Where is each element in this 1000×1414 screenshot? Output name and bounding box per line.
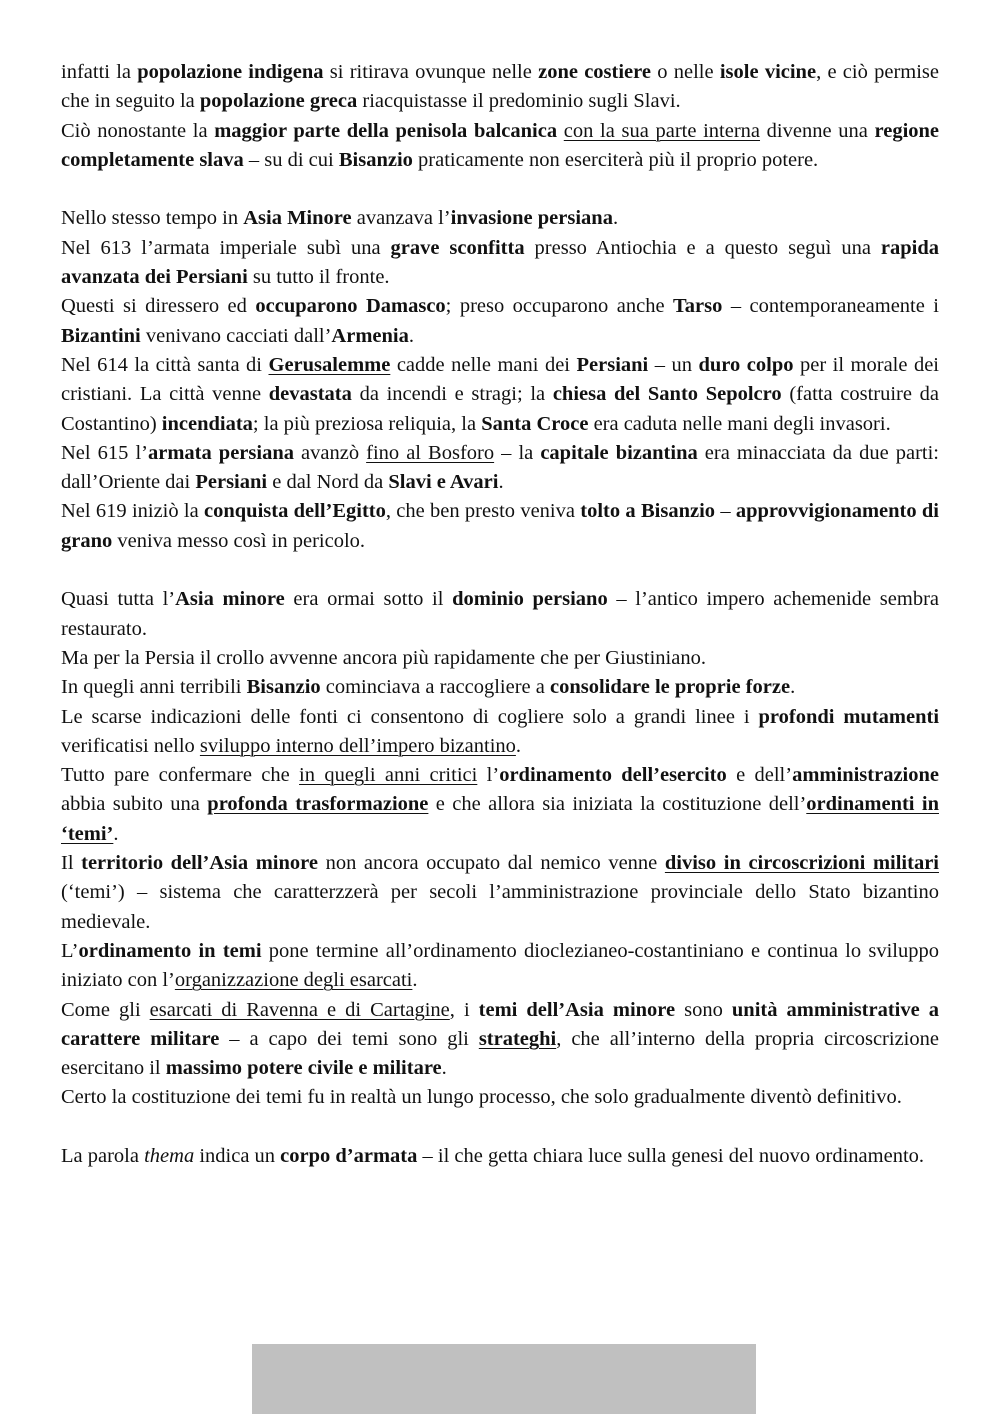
text-segment: – il che getta chiara luce sulla genesi del nuovo ordinamento.: [417, 1144, 925, 1167]
text-segment: .: [790, 676, 796, 699]
text-segment: Quasi tutta l’: [61, 588, 176, 611]
text-segment: e che allora sia iniziata la costituzione dell’: [428, 793, 807, 816]
text-segment: cominciava a raccogliere a: [320, 676, 550, 699]
text-segment: Nel 613 l’armata imperiale subì una: [61, 236, 391, 259]
bold-text: ordinamenti in ‘temi’: [61, 793, 939, 845]
paragraph: [61, 204, 939, 233]
bold-text: ordinamento in temi: [78, 939, 262, 962]
text-segment: .: [441, 1057, 447, 1080]
paragraph-gap: [61, 175, 939, 204]
bold-text: approvvigionamento di grano: [61, 500, 939, 552]
bold-text: profonda trasformazione: [207, 793, 429, 816]
text-segment: era minacciata da due parti: dall’Oriente dai: [61, 441, 939, 494]
bold-text: isole vicine: [719, 61, 817, 83]
text-segment: – l’antico impero achemenide sembra restaurato.: [61, 588, 939, 640]
text-segment: Ma per la Persia il crollo avvenne ancora più rapidamente che per Giustiniano.: [61, 646, 706, 669]
underlined-text: sviluppo interno dell’impero bizantino: [199, 734, 516, 757]
bold-text: incendiata: [161, 412, 253, 435]
paragraph: [61, 351, 939, 439]
underlined-text: con la sua parte interna: [563, 119, 761, 142]
text-segment: .: [113, 822, 119, 845]
bold-text: popolazione greca: [199, 90, 358, 113]
bold-text: Asia minore: [175, 588, 285, 611]
text-segment: Tutto pare confermare che: [61, 764, 300, 787]
text-segment: infatti la: [61, 61, 138, 83]
text-segment: –: [715, 500, 736, 523]
text-segment: da incendi e stragi; la: [351, 383, 553, 406]
bold-text: ordinamento dell’esercito: [499, 764, 727, 787]
body-text: [61, 58, 939, 1171]
paragraph: [61, 58, 939, 117]
bold-text: grave sconfitta: [390, 236, 525, 259]
text-segment: divenne una: [760, 119, 875, 142]
text-segment: veniva messo così in pericolo.: [112, 529, 366, 552]
bold-text: devastata: [268, 383, 352, 406]
text-segment: , i: [449, 998, 479, 1021]
text-segment: l’: [477, 764, 500, 787]
text-segment: Nel 619 iniziò la: [61, 500, 205, 523]
text-segment: – a capo dei temi sono gli: [219, 1027, 479, 1050]
bold-text: Armenia: [331, 324, 409, 347]
text-segment: Ciò nonostante la: [61, 119, 215, 142]
text-segment: e dell’: [726, 764, 793, 787]
text-segment: – la: [494, 441, 541, 464]
text-segment: Nel 615 l’: [61, 441, 148, 464]
text-segment: .: [612, 207, 619, 230]
text-segment: era caduta nelle mani degli invasori.: [588, 412, 891, 435]
text-segment: si ritirava ovunque nelle: [323, 61, 539, 83]
bold-text: diviso in circoscrizioni militari: [664, 852, 939, 875]
bold-text: chiesa del Santo Sepolcro: [552, 383, 782, 406]
text-segment: non ancora occupato dal nemico venne: [317, 852, 665, 875]
footer-gray-bar: [252, 1344, 756, 1414]
underlined-text: in quegli anni critici: [299, 764, 478, 787]
bold-text: strateghi: [478, 1027, 557, 1050]
text-segment: praticamente non eserciterà più il proprio potere.: [412, 148, 819, 171]
text-segment: L’: [61, 939, 79, 962]
bold-text: Persiani: [195, 471, 268, 494]
text-segment: .: [412, 969, 418, 992]
bold-text: Gerusalemme: [268, 353, 391, 376]
text-segment: (‘temi’) – sistema che caratterzzerà per secoli l’amministrazione provinciale dello Stato bizantino medievale.: [61, 881, 939, 933]
paragraph: [61, 996, 939, 1084]
text-segment: Certo la costituzione dei temi fu in realtà un lungo processo, che solo gradualmente diventò definitivo.: [61, 1086, 902, 1109]
paragraph: [61, 849, 939, 937]
text-segment: ; preso occuparono anche: [445, 295, 674, 318]
paragraph: [61, 937, 939, 996]
text-segment: Il: [61, 852, 82, 875]
text-segment: avanzò: [293, 441, 367, 464]
paragraph: [61, 292, 939, 351]
paragraph: [61, 585, 939, 644]
text-segment: , che ben presto veniva: [385, 500, 581, 523]
text-segment: avanzava l’: [351, 207, 451, 230]
bold-text: duro colpo: [698, 353, 794, 376]
text-segment: abbia subito una: [61, 793, 208, 816]
text-segment: verificatisi nello: [61, 734, 200, 757]
bold-text: Slavi e Avari: [388, 471, 499, 494]
text-segment: Questi si diressero ed: [61, 295, 256, 318]
bold-text: Asia Minore: [243, 207, 352, 230]
text-segment: su tutto il fronte.: [247, 266, 390, 289]
text-segment: .: [498, 471, 504, 494]
bold-text: Bisanzio: [338, 148, 413, 171]
bold-text: Persiani: [576, 353, 649, 376]
paragraph: [61, 1083, 939, 1112]
text-segment: – un: [648, 353, 699, 376]
paragraph: [61, 761, 939, 849]
text-segment: Nel 614 la città santa di: [61, 353, 269, 376]
text-segment: Nello stesso tempo in: [61, 207, 244, 230]
text-segment: – contemporaneamente i: [722, 295, 940, 318]
bold-text: Tarso: [673, 295, 723, 318]
text-segment: ; la più preziosa reliquia, la: [252, 412, 482, 435]
paragraph: [61, 497, 939, 556]
bold-text: invasione persiana: [450, 207, 613, 230]
bold-text: occuparono Damasco: [255, 295, 446, 318]
text-segment: venivano cacciati dall’: [140, 324, 332, 347]
text-segment: cadde nelle mani dei: [390, 353, 577, 376]
bold-text: amministrazione: [792, 764, 939, 787]
text-segment: La parola: [61, 1144, 145, 1167]
bold-text: corpo d’armata: [280, 1144, 418, 1167]
bold-text: regione completamente slava: [61, 119, 940, 171]
text-segment: , che all’interno della propria circoscrizione esercitano il: [61, 1027, 939, 1080]
text-segment: pone termine all’ordinamento dioclezianeo-costantiniano e continua lo sviluppo iniziato con l’: [61, 939, 940, 992]
text-segment: Come gli: [61, 998, 150, 1021]
underlined-text: organizzazione degli esarcati: [174, 969, 413, 992]
bold-text: Bisanzio: [246, 676, 321, 699]
text-segment: e dal Nord da: [267, 471, 389, 494]
bold-text: massimo potere civile e militare: [165, 1057, 442, 1080]
bold-text: rapida avanzata dei Persiani: [61, 236, 939, 289]
text-segment: .: [515, 734, 522, 757]
paragraph: [61, 1142, 939, 1171]
paragraph: [61, 439, 939, 498]
text-segment: riacquistasse il predominio sugli Slavi.: [357, 90, 681, 113]
text-segment: era ormai sotto il: [284, 588, 453, 611]
bold-text: consolidare le proprie forze: [549, 676, 791, 699]
text-segment: presso Antiochia e a questo seguì una: [524, 236, 881, 259]
paragraph-gap: [61, 556, 939, 585]
paragraph: [61, 644, 939, 673]
text-segment: o nelle: [650, 61, 720, 83]
bold-text: Santa Croce: [481, 412, 589, 435]
text-segment: [557, 120, 564, 142]
bold-text: temi dell’Asia minore: [478, 998, 676, 1021]
bold-text: territorio dell’Asia minore: [81, 852, 318, 875]
bold-text: dominio persiano: [452, 588, 608, 611]
paragraph: [61, 117, 939, 176]
paragraph: [61, 703, 939, 762]
bold-text: armata persiana: [147, 441, 294, 464]
bold-text: unità amministrative a carattere militare: [61, 998, 940, 1050]
paragraph: [61, 234, 939, 293]
underlined-text: esarcati di Ravenna e di Cartagine: [149, 998, 450, 1021]
bold-text: profondi mutamenti: [758, 705, 940, 728]
bold-text: conquista dell’Egitto: [204, 500, 386, 523]
text-segment: sono: [675, 998, 732, 1021]
text-segment: , e ciò permise che in seguito la: [61, 61, 939, 113]
text-segment: Le scarse indicazioni delle fonti ci consentono di cogliere solo a grandi linee i: [61, 705, 759, 728]
bold-text: tolto a Bisanzio: [580, 500, 716, 523]
bold-text: Bizantini: [61, 324, 141, 347]
bold-text: popolazione indigena: [137, 61, 324, 83]
underlined-text: fino al Bosforo: [366, 441, 495, 464]
text-segment: In quegli anni terribili: [61, 676, 247, 699]
text-segment: – su di cui: [243, 148, 339, 171]
bold-text: zone costiere: [538, 61, 651, 83]
bold-text: maggior parte della penisola balcanica: [214, 119, 558, 142]
italic-text: thema: [144, 1144, 195, 1167]
paragraph-gap: [61, 1113, 939, 1142]
text-segment: .: [408, 324, 414, 347]
text-segment: per il morale dei cristiani. La città venne: [61, 353, 940, 406]
paragraph: [61, 673, 939, 702]
text-segment: (fatta costruire da Costantino): [61, 383, 939, 435]
text-segment: indica un: [194, 1144, 281, 1167]
bold-text: capitale bizantina: [540, 441, 698, 464]
